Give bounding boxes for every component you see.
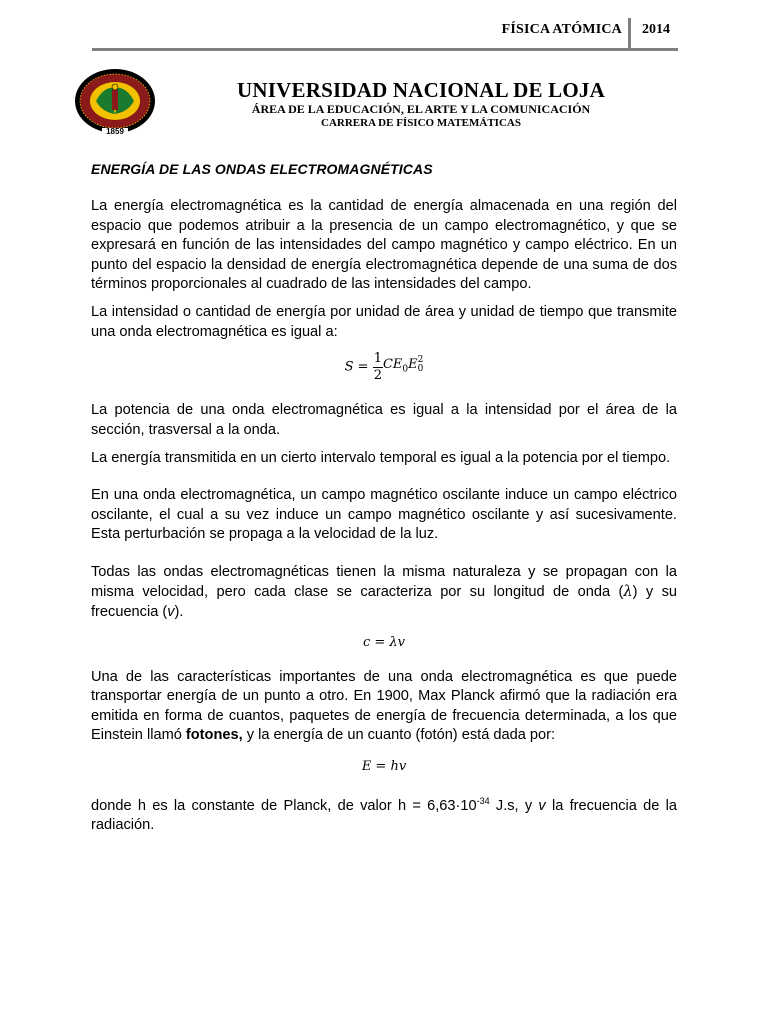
paragraph-8: [91, 792, 677, 836]
paragraph-1: La energía electromagnética es la cantidad de energía almacenada en una región del espacio que podemos atribuir a la presencia de un campo electromagnético, y que se expresará en función de las intensidades del campo magnético y campo eléctrico. En un punto del espacio la densidad de energía electromagnética depende de una suma de dos términos proporcionales al cuadrado de las intensidades del campo.: [91, 198, 677, 293]
university-name: UNIVERSIDAD NACIONAL DE LOJA: [237, 78, 605, 102]
p7-text-a: Una de las características importantes de una onda electromagnética es que puede transportar energía de un punto a otro. En 1900, Max Planck afirmó que la radiación era emitida en forma de cuantos, paquetes de energía de frecuencia determinada, a los que Einstein llamó: [91, 668, 677, 744]
p6-text-a: Todas las ondas electromagnéticas tienen la misma naturaleza y se propagan con la misma velocidad, pero cada clase se caracteriza por su longitud de onda (: [91, 563, 677, 601]
header-subject: FÍSICA ATÓMICA: [501, 22, 622, 37]
eq1-sub-2: 0: [417, 363, 424, 374]
eq1-sup-2: 2: [417, 354, 424, 365]
running-header: [92, 14, 678, 51]
equation-intensity: [91, 351, 677, 391]
p8-exponent: -34: [476, 795, 490, 806]
p6-text-c: ).: [174, 603, 184, 620]
paragraph-5: En una onda electromagnética, un campo magnético oscilante induce un campo eléctrico oscilante, el cual a su vez induce un campo magnético oscilante y así sucesivamente. Esta perturbación se propaga a la velocidad de la luz.: [91, 487, 677, 543]
p8-text-b: J.s, y: [489, 797, 539, 814]
paragraph-7: [91, 668, 677, 746]
p6-nu: v: [167, 603, 175, 620]
p8-nu: v: [538, 797, 546, 814]
p6-text-b: ) y su frecuencia (: [91, 584, 677, 620]
university-career: CARRERA DE FÍSICO MATEMÁTICAS: [321, 117, 521, 129]
paragraph-4: La energía transmitida en un cierto intervalo temporal es igual a la potencia por el tiempo.: [91, 450, 671, 467]
equation-photon-energy: E = hv: [361, 758, 407, 774]
p8-text-c: la frecuencia de la radiación.: [91, 797, 677, 833]
eq1-ce: CE: [382, 357, 403, 373]
eq1-denominator: 2: [373, 368, 382, 384]
paragraph-2: La intensidad o cantidad de energía por unidad de área y unidad de tiempo que transmite una onda electromagnética es igual a:: [91, 304, 677, 340]
p7-text-b: y la energía de un cuanto (fotón) está dada por:: [242, 727, 556, 744]
seal-year: 1859: [106, 127, 124, 136]
eq1-e: E: [408, 357, 418, 373]
eq1-fraction: [373, 351, 383, 384]
p7-bold-fotones: fotones,: [185, 727, 243, 744]
paragraph-3: La potencia de una onda electromagnética es igual a la intensidad por el área de la sección, trasversal a la onda.: [91, 402, 677, 438]
p8-text-a: donde h es la constante de Planck, de valor h = 6,63·10: [91, 797, 477, 814]
eq1-lhs: S =: [344, 359, 369, 375]
header-divider: [628, 18, 631, 50]
university-area: ÁREA DE LA EDUCACIÓN, EL ARTE Y LA COMUNICACIÓN: [251, 102, 591, 116]
p6-lambda: λ: [623, 583, 633, 601]
paragraph-6: [91, 563, 677, 622]
university-seal-logo: [74, 68, 156, 138]
eq1-sub-1: 0: [402, 365, 409, 376]
header-year: 2014: [642, 22, 670, 37]
eq1-numerator: 1: [373, 351, 382, 367]
document-body: [91, 160, 677, 844]
equation-wave-speed: c = λv: [362, 634, 406, 650]
section-title: ENERGÍA DE LAS ONDAS ELECTROMAGNÉTICAS: [91, 161, 433, 177]
